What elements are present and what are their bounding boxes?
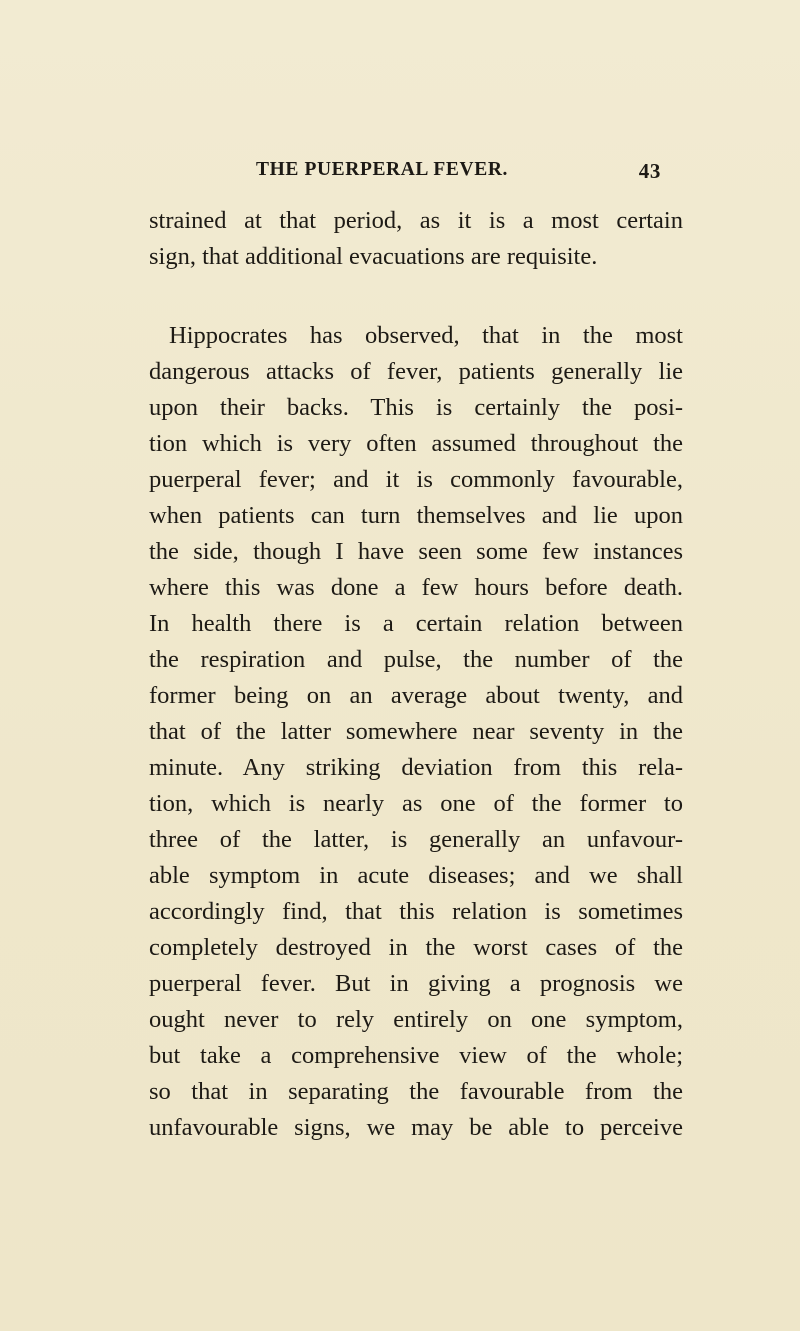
text-line: dangerous attacks of fever, patients generally lie	[149, 358, 683, 385]
running-head	[256, 159, 661, 189]
text-line: minute. Any striking deviation from this rela-	[149, 754, 683, 781]
text-line: accordingly find, that this relation is sometimes	[149, 898, 683, 925]
text-line: so that in separating the favourable from the	[149, 1078, 683, 1105]
text-line: where this was done a few hours before death.	[149, 574, 683, 601]
text-line: In health there is a certain relation between	[149, 610, 683, 637]
text-line: sign, that additional evacuations are requisite.	[149, 243, 598, 270]
text-line: three of the latter, is generally an unfavour-	[149, 826, 683, 853]
text-line: puerperal fever; and it is commonly favourable,	[149, 466, 683, 493]
text-line: able symptom in acute diseases; and we shall	[149, 862, 683, 889]
text-line: former being on an average about twenty, and	[149, 682, 683, 709]
text-line: tion, which is nearly as one of the former to	[149, 790, 683, 817]
text-line: unfavourable signs, we may be able to perceive	[149, 1114, 683, 1141]
text-line: strained at that period, as it is a most certain	[149, 207, 683, 234]
text-line: ought never to rely entirely on one symptom,	[149, 1006, 683, 1033]
text-line: Hippocrates has observed, that in the most	[169, 322, 683, 349]
text-line: but take a comprehensive view of the whole;	[149, 1042, 683, 1069]
text-line: puerperal fever. But in giving a prognosis we	[149, 970, 683, 997]
text-line: the respiration and pulse, the number of the	[149, 646, 683, 673]
text-line: upon their backs. This is certainly the posi-	[149, 394, 683, 421]
text-line: tion which is very often assumed throughout the	[149, 430, 683, 457]
text-line: completely destroyed in the worst cases of the	[149, 934, 683, 961]
page-number: 43	[638, 159, 661, 183]
text-line: that of the latter somewhere near seventy in the	[149, 718, 683, 745]
running-title: THE PUERPERAL FEVER.	[256, 159, 508, 180]
text-line: the side, though I have seen some few instances	[149, 538, 683, 565]
text-line: when patients can turn themselves and lie upon	[149, 502, 683, 529]
